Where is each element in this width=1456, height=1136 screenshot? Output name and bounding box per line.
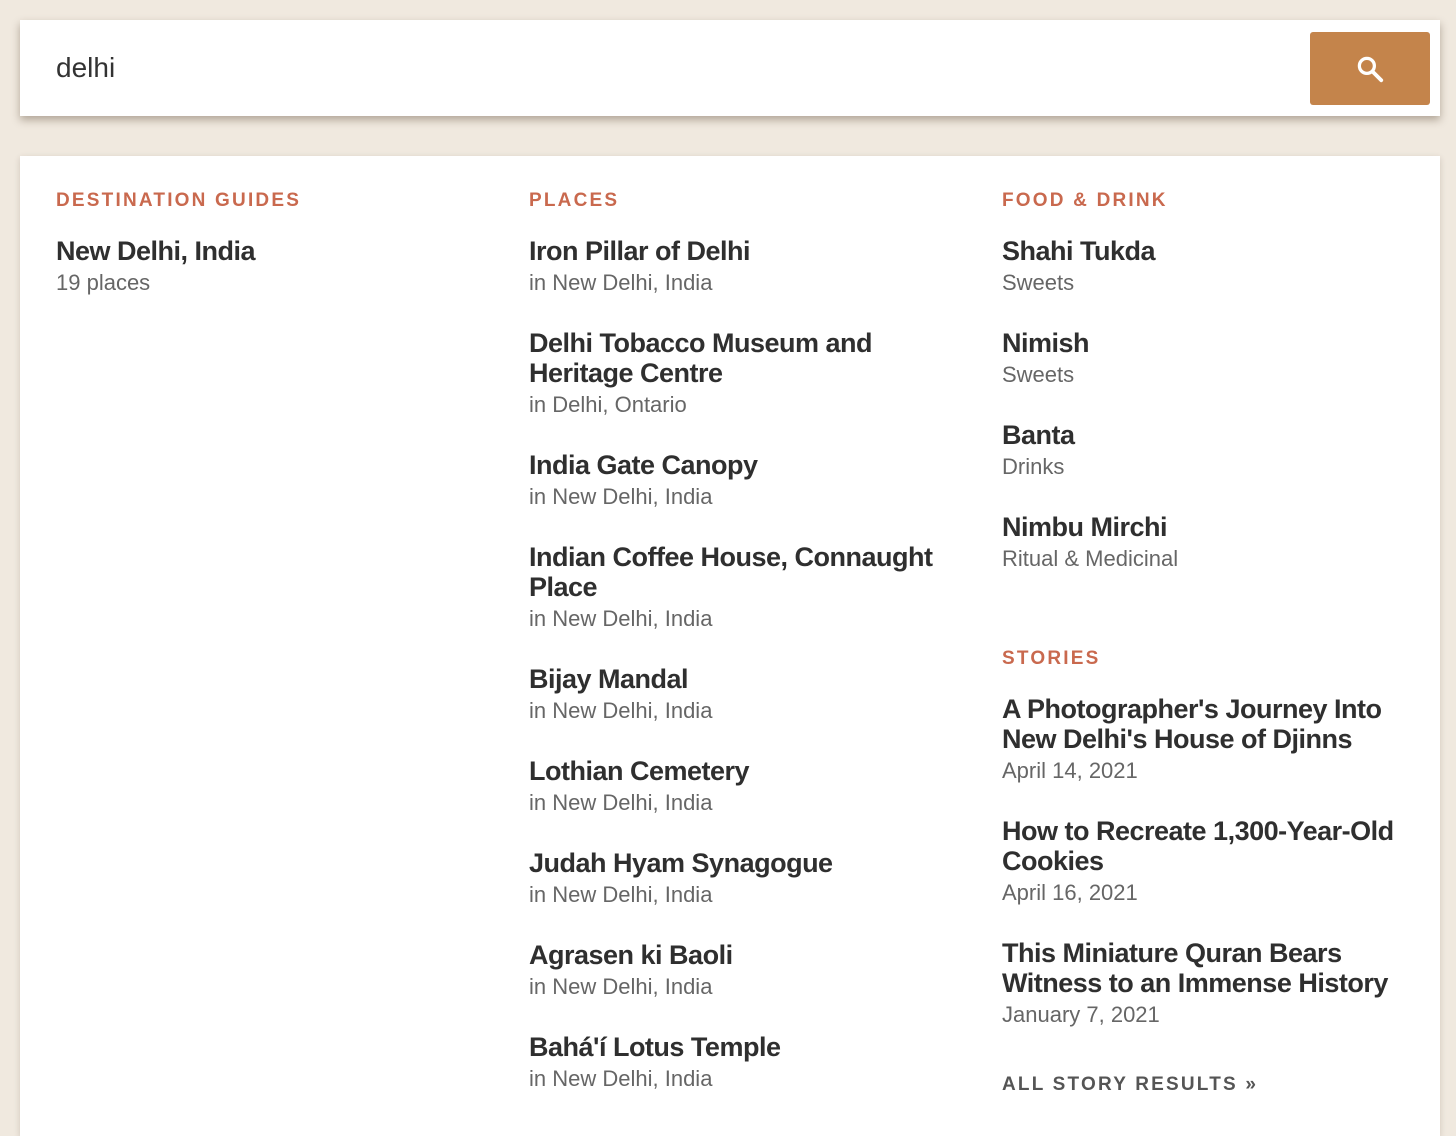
food-item[interactable] [1002, 420, 1422, 480]
place-item[interactable] [529, 542, 959, 632]
result-title: Iron Pillar of Delhi [529, 236, 751, 266]
search-icon [1355, 54, 1385, 84]
food-item[interactable] [1002, 236, 1422, 296]
result-subtitle: April 14, 2021 [1002, 758, 1138, 783]
result-subtitle: in New Delhi, India [529, 606, 713, 631]
result-subtitle: in New Delhi, India [529, 790, 713, 815]
result-title: This Miniature Quran Bears Witness to an Immense History [1002, 938, 1388, 998]
food-item[interactable] [1002, 512, 1422, 572]
result-title: Delhi Tobacco Museum and Heritage Centre [529, 328, 873, 388]
food-item[interactable] [1002, 328, 1422, 388]
all-story-results-link[interactable]: ALL STORY RESULTS » [1002, 1074, 1259, 1095]
result-subtitle: April 16, 2021 [1002, 880, 1138, 905]
food-drink-heading: FOOD & DRINK [1002, 190, 1168, 211]
result-subtitle: in New Delhi, India [529, 698, 713, 723]
result-title: Lothian Cemetery [529, 756, 750, 786]
place-item[interactable] [529, 940, 959, 1000]
result-title: New Delhi, India [56, 236, 256, 266]
result-title: A Photographer's Journey Into New Delhi's House of Djinns [1002, 694, 1382, 754]
story-item[interactable] [1002, 694, 1422, 784]
result-title: Bijay Mandal [529, 664, 689, 694]
result-title: Nimish [1002, 328, 1090, 358]
place-item[interactable] [529, 328, 959, 418]
story-item[interactable] [1002, 816, 1422, 906]
result-title: Judah Hyam Synagogue [529, 848, 833, 878]
result-subtitle: in New Delhi, India [529, 974, 713, 999]
destination-guides-heading: DESTINATION GUIDES [56, 190, 302, 211]
result-subtitle: 19 places [56, 270, 151, 295]
place-item[interactable] [529, 756, 959, 816]
results-panel [20, 156, 1440, 1136]
story-item[interactable] [1002, 938, 1422, 1028]
destination-guide-item[interactable] [56, 236, 476, 296]
result-title: Shahi Tukda [1002, 236, 1156, 266]
result-subtitle: Drinks [1002, 454, 1065, 479]
result-title: Nimbu Mirchi [1002, 512, 1168, 542]
places-heading: PLACES [529, 190, 620, 211]
result-subtitle: in New Delhi, India [529, 484, 713, 509]
search-input[interactable] [56, 44, 1276, 92]
stories-heading: STORIES [1002, 648, 1101, 669]
place-item[interactable] [529, 236, 959, 296]
place-item[interactable] [529, 848, 959, 908]
result-subtitle: Sweets [1002, 270, 1075, 295]
search-bar [20, 20, 1440, 116]
result-subtitle: in Delhi, Ontario [529, 392, 687, 417]
result-title: Indian Coffee House, Connaught Place [529, 542, 933, 602]
result-subtitle: Ritual & Medicinal [1002, 546, 1179, 571]
result-subtitle: Sweets [1002, 362, 1075, 387]
search-button[interactable] [1310, 32, 1430, 105]
result-subtitle: January 7, 2021 [1002, 1002, 1160, 1027]
result-title: Agrasen ki Baoli [529, 940, 733, 970]
result-title: Bahá'í Lotus Temple [529, 1032, 781, 1062]
place-item[interactable] [529, 1032, 959, 1092]
place-item[interactable] [529, 450, 959, 510]
result-title: India Gate Canopy [529, 450, 758, 480]
result-subtitle: in New Delhi, India [529, 1066, 713, 1091]
result-title: How to Recreate 1,300-Year-Old Cookies [1002, 816, 1394, 876]
result-subtitle: in New Delhi, India [529, 270, 713, 295]
result-title: Banta [1002, 420, 1075, 450]
result-subtitle: in New Delhi, India [529, 882, 713, 907]
place-item[interactable] [529, 664, 959, 724]
